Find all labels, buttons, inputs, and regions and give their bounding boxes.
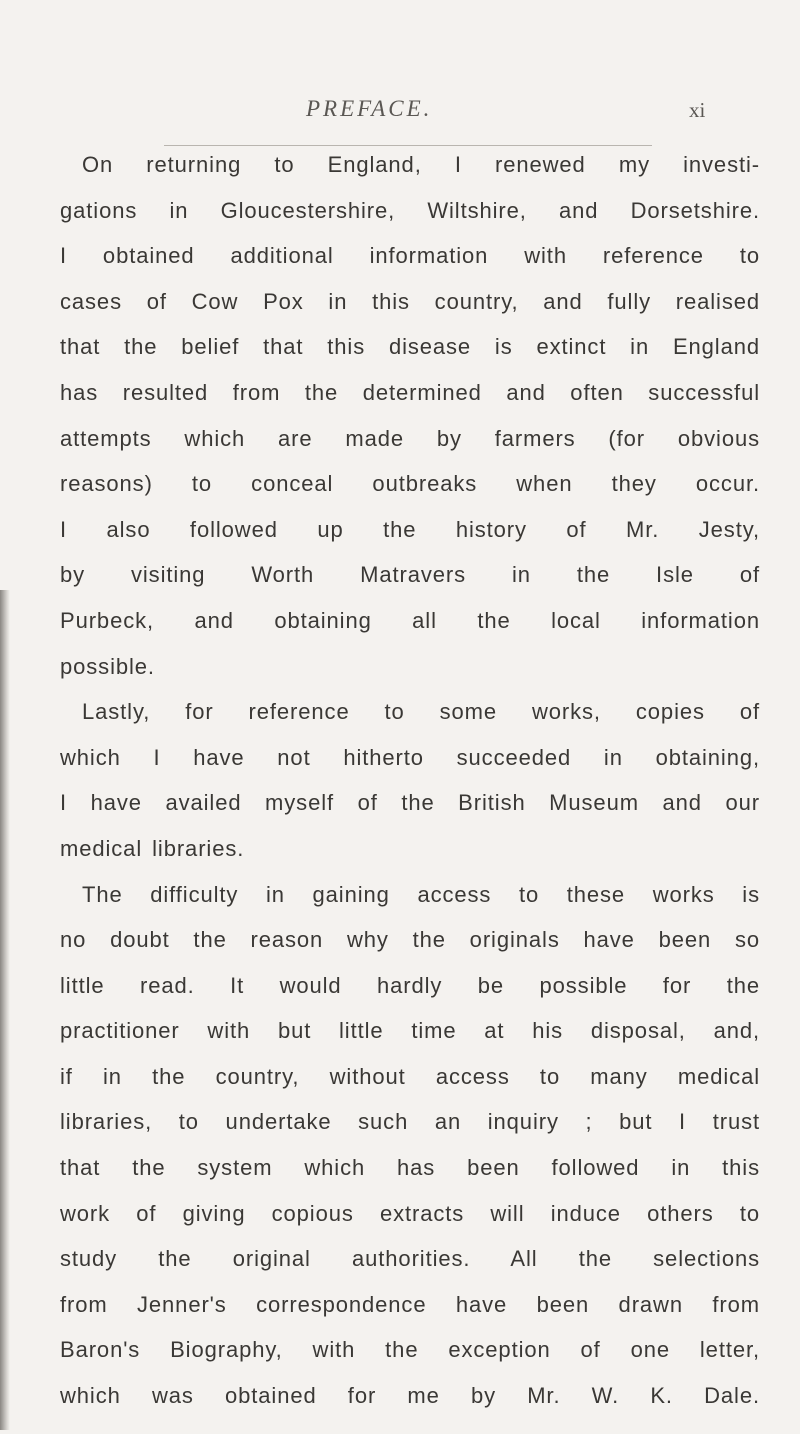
text-line: gations in Gloucestershire, Wiltshire, and Dorsetshire. (60, 197, 760, 223)
text-line: which was obtained for me by Mr. W. K. Dale. (60, 1383, 760, 1409)
text-line: by visiting Worth Matravers in the Isle of (60, 562, 760, 588)
text-line: study the original authorities. All the selections (60, 1246, 760, 1272)
text-line: that the system which has been followed in this (60, 1155, 760, 1181)
text-line: has resulted from the determined and often successful (60, 379, 760, 405)
running-head: PREFACE. (306, 96, 433, 121)
text-line: cases of Cow Pox in this country, and fully realised (60, 288, 760, 314)
page-header (0, 96, 800, 136)
text-line: from Jenner's correspondence have been drawn from (60, 1291, 760, 1317)
text-line: that the belief that this disease is extinct in England (60, 334, 760, 360)
text-line: On returning to England, I renewed my investi- (82, 152, 760, 177)
text-line: Purbeck, and obtaining all the local information (60, 607, 760, 633)
page-number: xi (689, 98, 706, 122)
text-line: reasons) to conceal outbreaks when they occur. (60, 471, 760, 497)
text-line: practitioner with but little time at his disposal, and, (60, 1018, 760, 1044)
text-line: The difficulty in gaining access to these works is (82, 881, 760, 907)
text-line: which I have not hitherto succeeded in obtaining, (60, 744, 760, 770)
text-line: no doubt the reason why the originals have been so (60, 927, 760, 953)
text-line: possible. (60, 653, 155, 679)
text-line: I have availed myself of the British Museum and our (60, 790, 760, 816)
text-line: I also followed up the history of Mr. Jesty, (60, 516, 760, 542)
text-line: work of giving copious extracts will induce others to (60, 1200, 760, 1226)
text-line: little read. It would hardly be possible for the (60, 972, 760, 998)
text-line: libraries, to undertake such an inquiry ; but I trust (60, 1109, 760, 1135)
text-line: attempts which are made by farmers (for obvious (60, 425, 760, 451)
text-line: I obtained additional information with reference to (60, 243, 760, 269)
binding-edge-shadow (0, 590, 10, 1430)
preface-text (60, 142, 760, 1419)
text-line: Baron's Biography, with the exception of one letter, (60, 1337, 760, 1363)
text-line: if in the country, without access to many medical (60, 1063, 760, 1089)
text-line: medical libraries. (60, 835, 245, 861)
text-line: Lastly, for reference to some works, copies of (82, 699, 760, 725)
